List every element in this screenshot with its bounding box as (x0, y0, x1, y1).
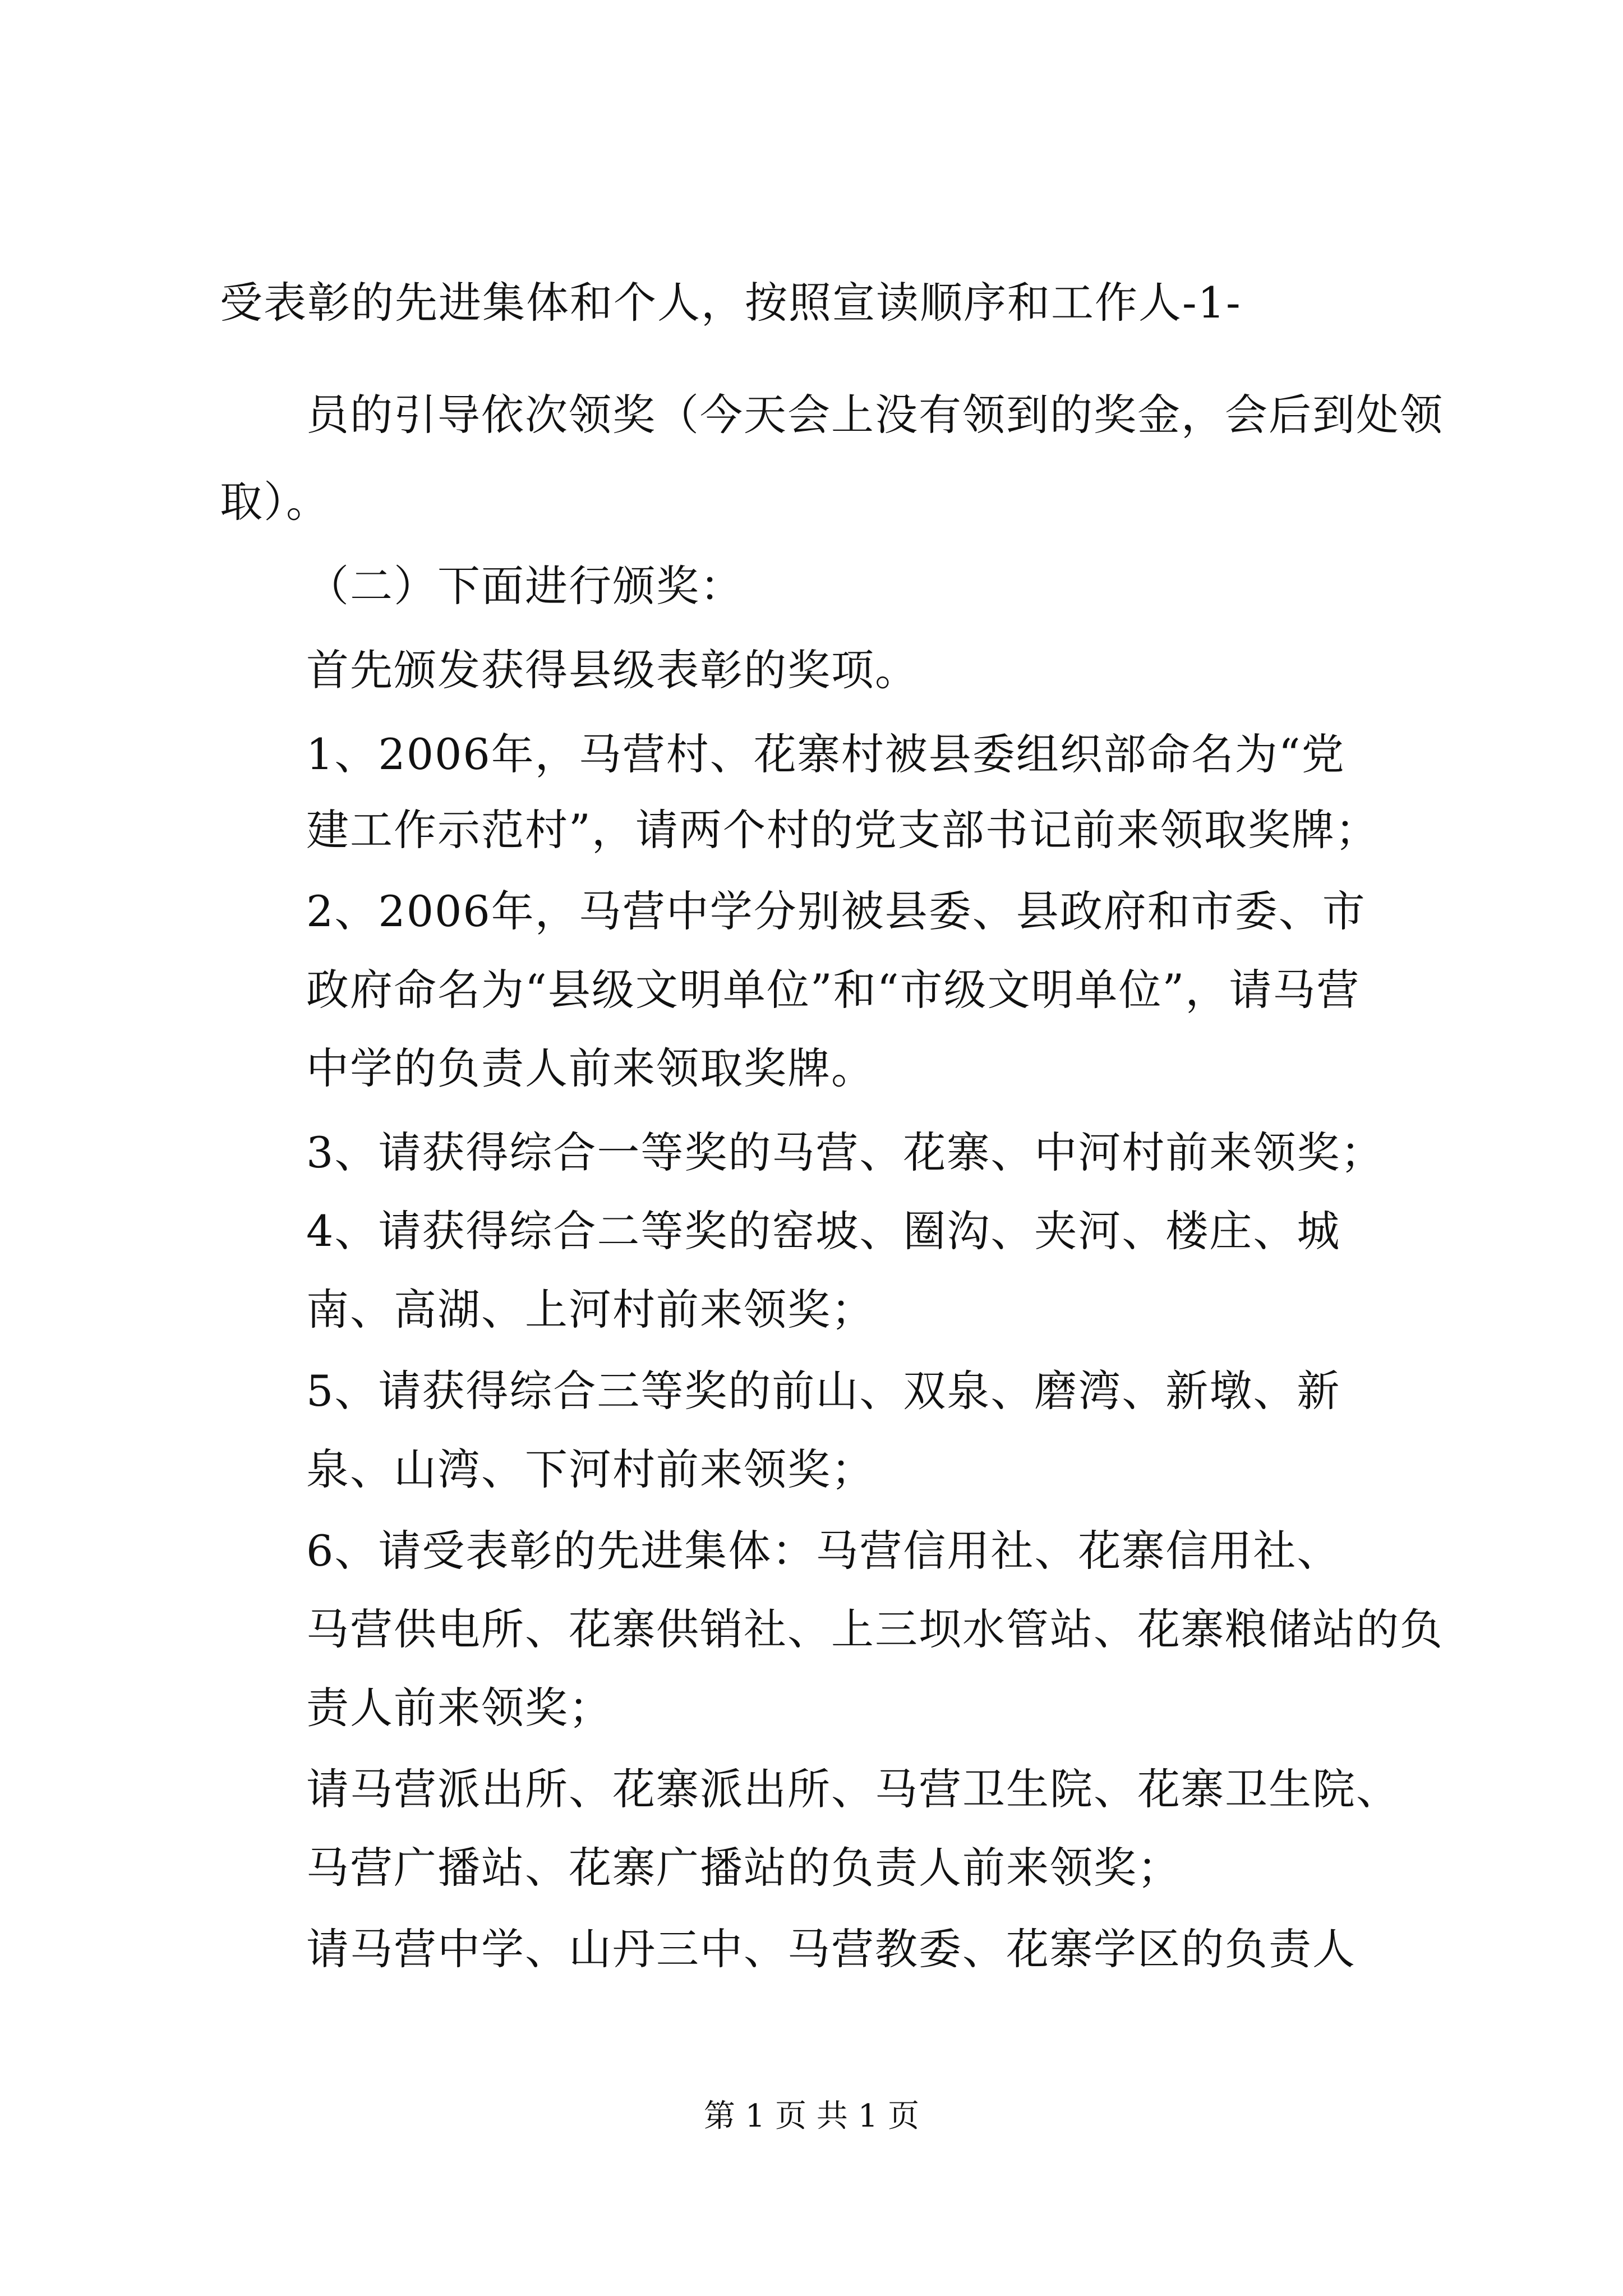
list-item-2-line-2: 政府命名为“县级文明单位”和“市级文明单位”，请马营 (306, 965, 1361, 1015)
body-line-3: 取）。 (220, 477, 330, 527)
list-item-6-line-3: 责人前来领奖； (306, 1683, 612, 1733)
list-item-5-line-2: 泉、山湾、下河村前来领奖； (306, 1444, 875, 1494)
list-item-6-line-1: 6、请受表彰的先进集体：马营信用社、花寨信用社、 (306, 1526, 1341, 1576)
list-item-2-line-1: 2、2006年，马营中学分别被县委、县政府和市委、市 (306, 886, 1366, 936)
list-item-2-line-3: 中学的负责人前来领取奖牌。 (306, 1043, 875, 1093)
list-item-1-line-2: 建工作示范村”，请两个村的党支部书记前来领取奖牌； (306, 805, 1379, 855)
body-line-19: 请马营派出所、花寨派出所、马营卫生院、花寨卫生院、 (306, 1764, 1400, 1814)
list-item-1-line-1: 1、2006年，马营村、花寨村被县委组织部命名为“党 (306, 729, 1345, 779)
body-line-20: 马营广播站、花寨广播站的负责人前来领奖； (306, 1843, 1181, 1893)
list-item-6-line-2: 马营供电所、花寨供销社、上三坝水管站、花寨粮储站的负 (306, 1604, 1444, 1654)
list-item-3: 3、请获得综合一等奖的马营、花寨、中河村前来领奖； (306, 1128, 1385, 1177)
body-line-1: 受表彰的先进集体和个人，按照宣读顺序和工作人-1- (220, 278, 1242, 328)
list-item-4-line-1: 4、请获得综合二等奖的窑坡、圈沟、夹河、楼庄、城 (306, 1206, 1341, 1256)
body-line-5: 首先颁发获得县级表彰的奖项。 (306, 645, 919, 695)
list-item-4-line-2: 南、高湖、上河村前来领奖； (306, 1285, 875, 1335)
page-footer: 第 1 页 共 1 页 (703, 2098, 920, 2134)
body-line-2: 员的引导依次领奖（今天会上没有领到的奖金，会后到处领 (306, 390, 1444, 440)
list-item-5-line-1: 5、请获得综合三等奖的前山、双泉、磨湾、新墩、新 (306, 1366, 1341, 1416)
body-line-21: 请马营中学、山丹三中、马营教委、花寨学区的负责人 (306, 1924, 1356, 1974)
section-heading: （二）下面进行颁奖： (306, 561, 744, 611)
